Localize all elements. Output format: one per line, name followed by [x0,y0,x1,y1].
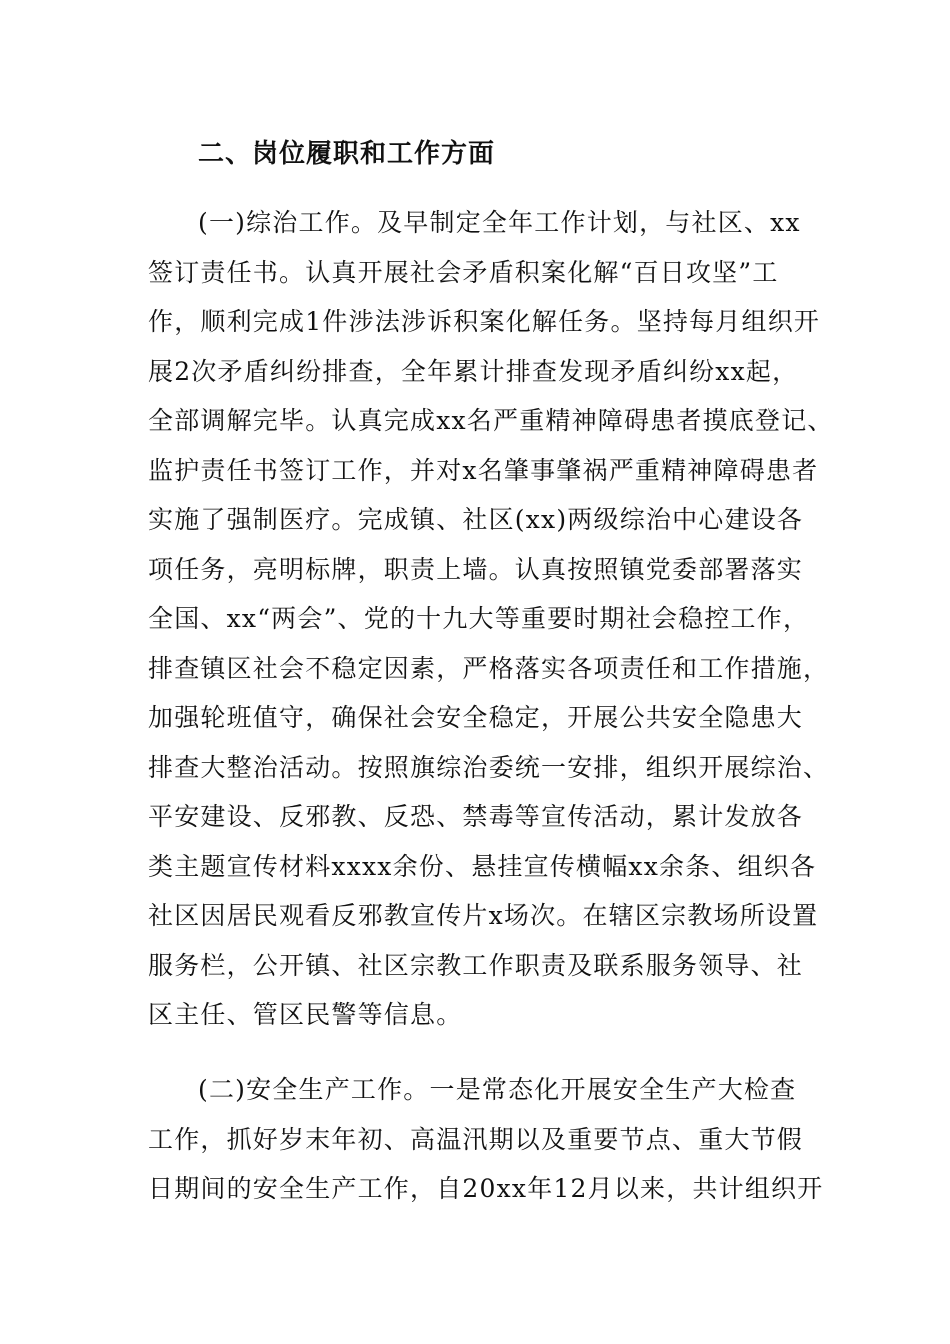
paragraph-line: 排查镇区社会不稳定因素，严格落实各项责任和工作措施， [148,653,830,683]
paragraph-line: 全部调解完毕。认真完成xx名严重精神障碍患者摸底登记、 [148,406,834,435]
paragraph-line: 工作，抓好岁末年初、高温汛期以及重要节点、重大节假 [148,1124,804,1154]
paragraph-line: 签订责任书。认真开展社会矛盾积案化解“百日攻坚”工 [148,257,779,287]
section-heading: 二、岗位履职和工作方面 [198,139,496,169]
paragraph-line: 展2次矛盾纠纷排查，全年累计排查发现矛盾纠纷xx起， [148,356,799,386]
paragraph-line: 社区因居民观看反邪教宣传片x场次。在辖区宗教场所设置 [148,901,819,930]
paragraph-line: 实施了强制医疗。完成镇、社区(xx)两级综治中心建设各 [148,505,804,534]
paragraph-line: 项任务，亮明标牌，职责上墙。认真按照镇党委部署落实 [148,554,804,584]
paragraph-line: 服务栏，公开镇、社区宗教工作职责及联系服务领导、社 [148,950,804,980]
paragraph-line: 日期间的安全生产工作，自20xx年12月以来，共计组织开 [148,1174,824,1203]
paragraph-line: 平安建设、反邪教、反恐、禁毒等宣传活动，累计发放各 [148,802,804,831]
paragraph-line: 监护责任书签订工作，并对x名肇事肇祸严重精神障碍患者 [148,455,819,485]
paragraph-line: 作，顺利完成1件涉法涉诉积案化解任务。坚持每月组织开 [148,307,821,336]
paragraph-line: 类主题宣传材料xxxx余份、悬挂宣传横幅xx余条、组织各 [148,851,817,881]
paragraph-work-safety [148,1065,824,1214]
paragraph-line: (二)安全生产工作。一是常态化开展安全生产大检查 [198,1075,797,1104]
paragraph-comprehensive-governance [148,198,834,1040]
paragraph-line: (一)综治工作。及早制定全年工作计划，与社区、xx [198,208,801,237]
paragraph-line: 全国、xx“两会”、党的十九大等重要时期社会稳控工作， [148,604,810,633]
paragraph-line: 排查大整治活动。按照旗综治委统一安排，组织开展综治、 [148,752,830,782]
paragraph-line: 区主任、管区民警等信息。 [148,1000,463,1029]
paragraph-line: 加强轮班值守，确保社会安全稳定，开展公共安全隐患大 [148,703,804,732]
